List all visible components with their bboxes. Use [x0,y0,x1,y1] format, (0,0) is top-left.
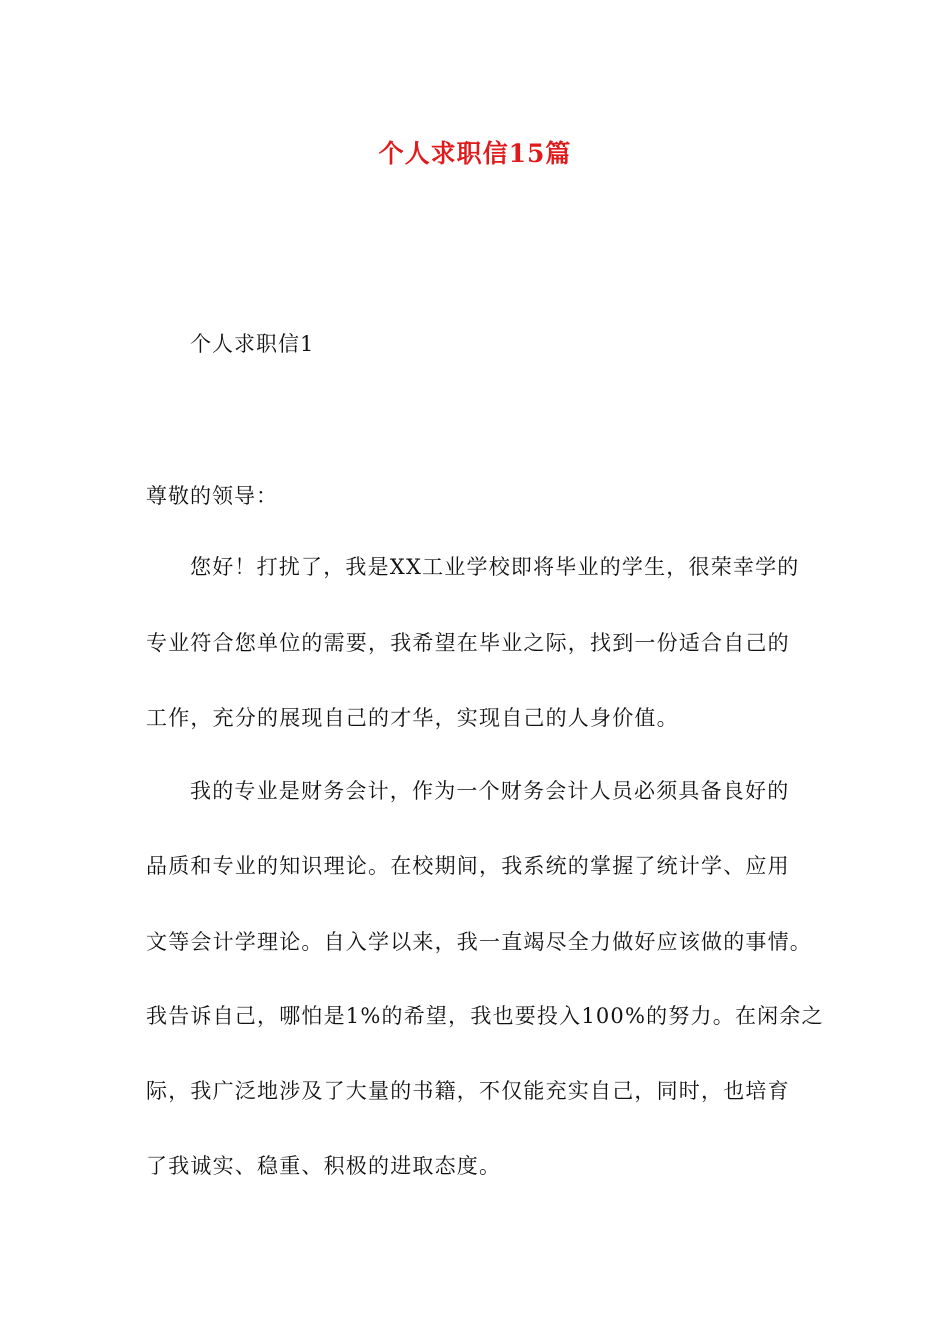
paragraph-line: 工作，充分的展现自己的才华，实现自己的人身价值。 [146,706,679,730]
document-title: 个人求职信15篇 [378,139,572,168]
paragraph-line: 品质和专业的知识理论。在校期间，我系统的掌握了统计学、应用 [146,854,790,878]
paragraph-line: 文等会计学理论。自入学以来，我一直竭尽全力做好应该做的事情。 [146,930,812,954]
salutation: 尊敬的领导： [146,484,278,508]
paragraph-line: 我的专业是财务会计，作为一个财务会计人员必须具备良好的 [190,779,790,803]
paragraph-line: 您好！打扰了，我是XX工业学校即将毕业的学生，很荣幸学的 [190,555,800,579]
paragraph-line: 际，我广泛地涉及了大量的书籍，不仅能充实自己，同时，也培育 [146,1079,790,1103]
paragraph-line: 了我诚实、稳重、积极的进取态度。 [146,1154,502,1178]
paragraph-line: 我告诉自己，哪怕是1%的希望，我也要投入100%的努力。在闲余之 [146,1004,824,1028]
paragraph-line: 专业符合您单位的需要，我希望在毕业之际，找到一份适合自己的 [146,631,790,655]
section-heading: 个人求职信1 [190,332,315,356]
